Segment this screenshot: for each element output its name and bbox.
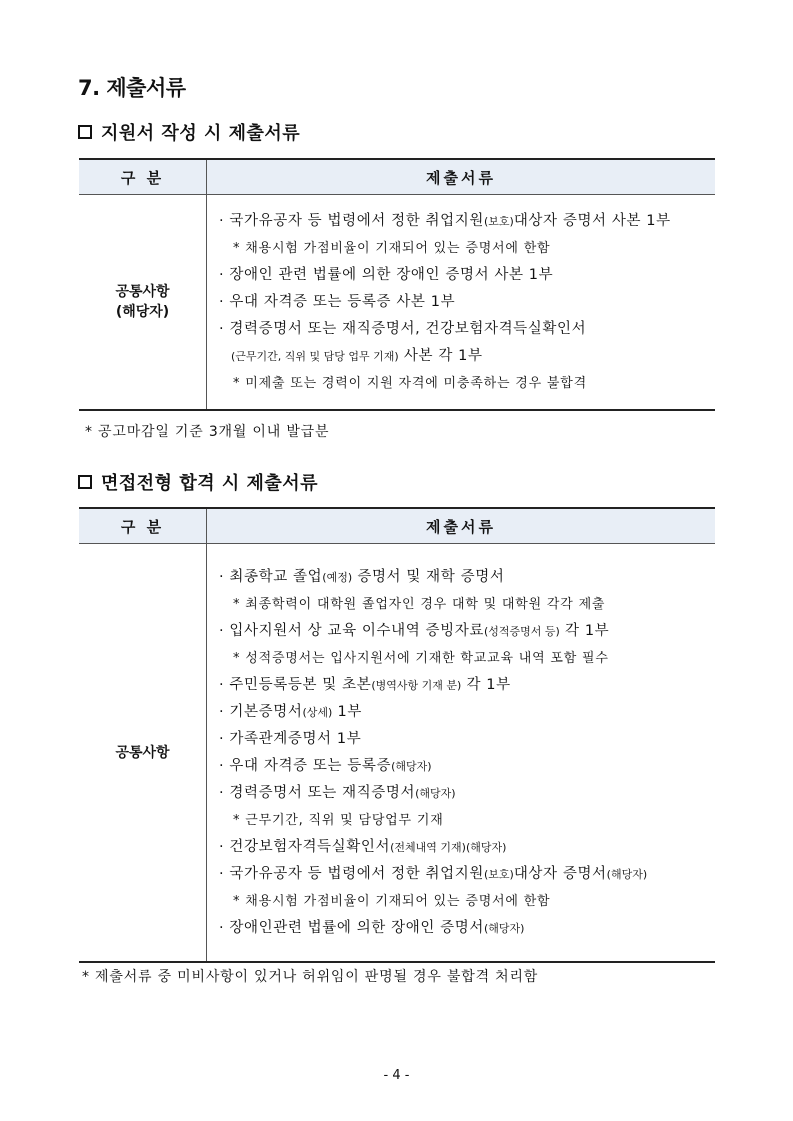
section1-heading-text: 지원서 작성 시 제출서류 — [101, 123, 301, 144]
page-number: - 4 - — [383, 1068, 410, 1083]
section2-header-docs: 제출서류 — [207, 508, 716, 544]
doc-item: · 우대 자격증 또는 등록증(해당자) — [219, 757, 432, 774]
doc-item: · 장애인 관련 법률에 의한 장애인 증명서 사본 1부 — [219, 266, 554, 283]
doc-item: · 국가유공자 등 법령에서 정한 취업지원(보호)대상자 증명서 사본 1부 — [219, 212, 671, 229]
doc-item: · 장애인관련 법률에 의한 장애인 증명서(해당자) — [219, 919, 525, 936]
section-title: 7. 제출서류 — [78, 76, 186, 100]
section1-docs-cell — [207, 195, 716, 411]
section1-header-label: 구 분 — [79, 159, 207, 195]
doc-item: · 경력증명서 또는 재직증명서, 건강보험자격득실확인서 — [219, 320, 587, 337]
doc-note: * 근무기간, 직위 및 담당업무 기재 — [233, 812, 444, 828]
doc-item: · 기본증명서(상세) 1부 — [219, 703, 362, 720]
doc-note: * 최종학력이 대학원 졸업자인 경우 대학 및 대학원 각각 제출 — [233, 596, 606, 612]
section1-heading — [78, 119, 300, 145]
section2-row-label — [79, 544, 207, 963]
doc-item: · 주민등록등본 및 초본(병역사항 기재 분) 각 1부 — [219, 676, 511, 693]
section2-table — [79, 507, 715, 963]
section1-table — [79, 158, 715, 411]
doc-item: (근무기간, 직위 및 담당 업무 기재) 사본 각 1부 — [231, 347, 483, 364]
doc-item: · 입사지원서 상 교육 이수내역 증빙자료(성적증명서 등) 각 1부 — [219, 622, 610, 639]
doc-note: * 성적증명서는 입사지원서에 기재한 학교교육 내역 포함 필수 — [233, 650, 609, 666]
doc-note: * 채용시험 가점비율이 기재되어 있는 증명서에 한함 — [233, 893, 551, 909]
section2-header-label: 구 분 — [79, 508, 207, 544]
doc-item: · 건강보험자격득실확인서(전체내역 기재)(해당자) — [219, 838, 507, 855]
section2-row-label-main: 공통사항 — [115, 744, 170, 761]
doc-note: * 채용시험 가점비율이 기재되어 있는 증명서에 한함 — [233, 240, 551, 256]
doc-item: · 우대 자격증 또는 등록증 사본 1부 — [219, 293, 456, 310]
checkbox-square-icon — [78, 475, 92, 489]
checkbox-square-icon — [78, 125, 92, 139]
section1-row-label — [79, 195, 207, 411]
section2-docs-cell — [207, 544, 716, 963]
doc-item: · 최종학교 졸업(예정) 증명서 및 재학 증명서 — [219, 568, 505, 585]
doc-item: · 경력증명서 또는 재직증명서(해당자) — [219, 784, 456, 801]
section2-footnote: * 제출서류 중 미비사항이 있거나 허위임이 판명될 경우 불합격 처리함 — [82, 969, 539, 985]
doc-item: · 국가유공자 등 법령에서 정한 취업지원(보호)대상자 증명서(해당자) — [219, 865, 648, 882]
section1-row-label-main: 공통사항 — [115, 284, 170, 300]
doc-note: * 미제출 또는 경력이 지원 자격에 미충족하는 경우 불합격 — [233, 375, 587, 391]
section1-row-label-sub: (해당자) — [115, 304, 170, 320]
section1-header-docs: 제출서류 — [207, 159, 716, 195]
doc-item: · 가족관계증명서 1부 — [219, 730, 362, 747]
section2-heading — [78, 469, 318, 495]
section1-footnote: * 공고마감일 기준 3개월 이내 발급분 — [85, 424, 330, 440]
section2-heading-text: 면접전형 합격 시 제출서류 — [101, 473, 319, 494]
